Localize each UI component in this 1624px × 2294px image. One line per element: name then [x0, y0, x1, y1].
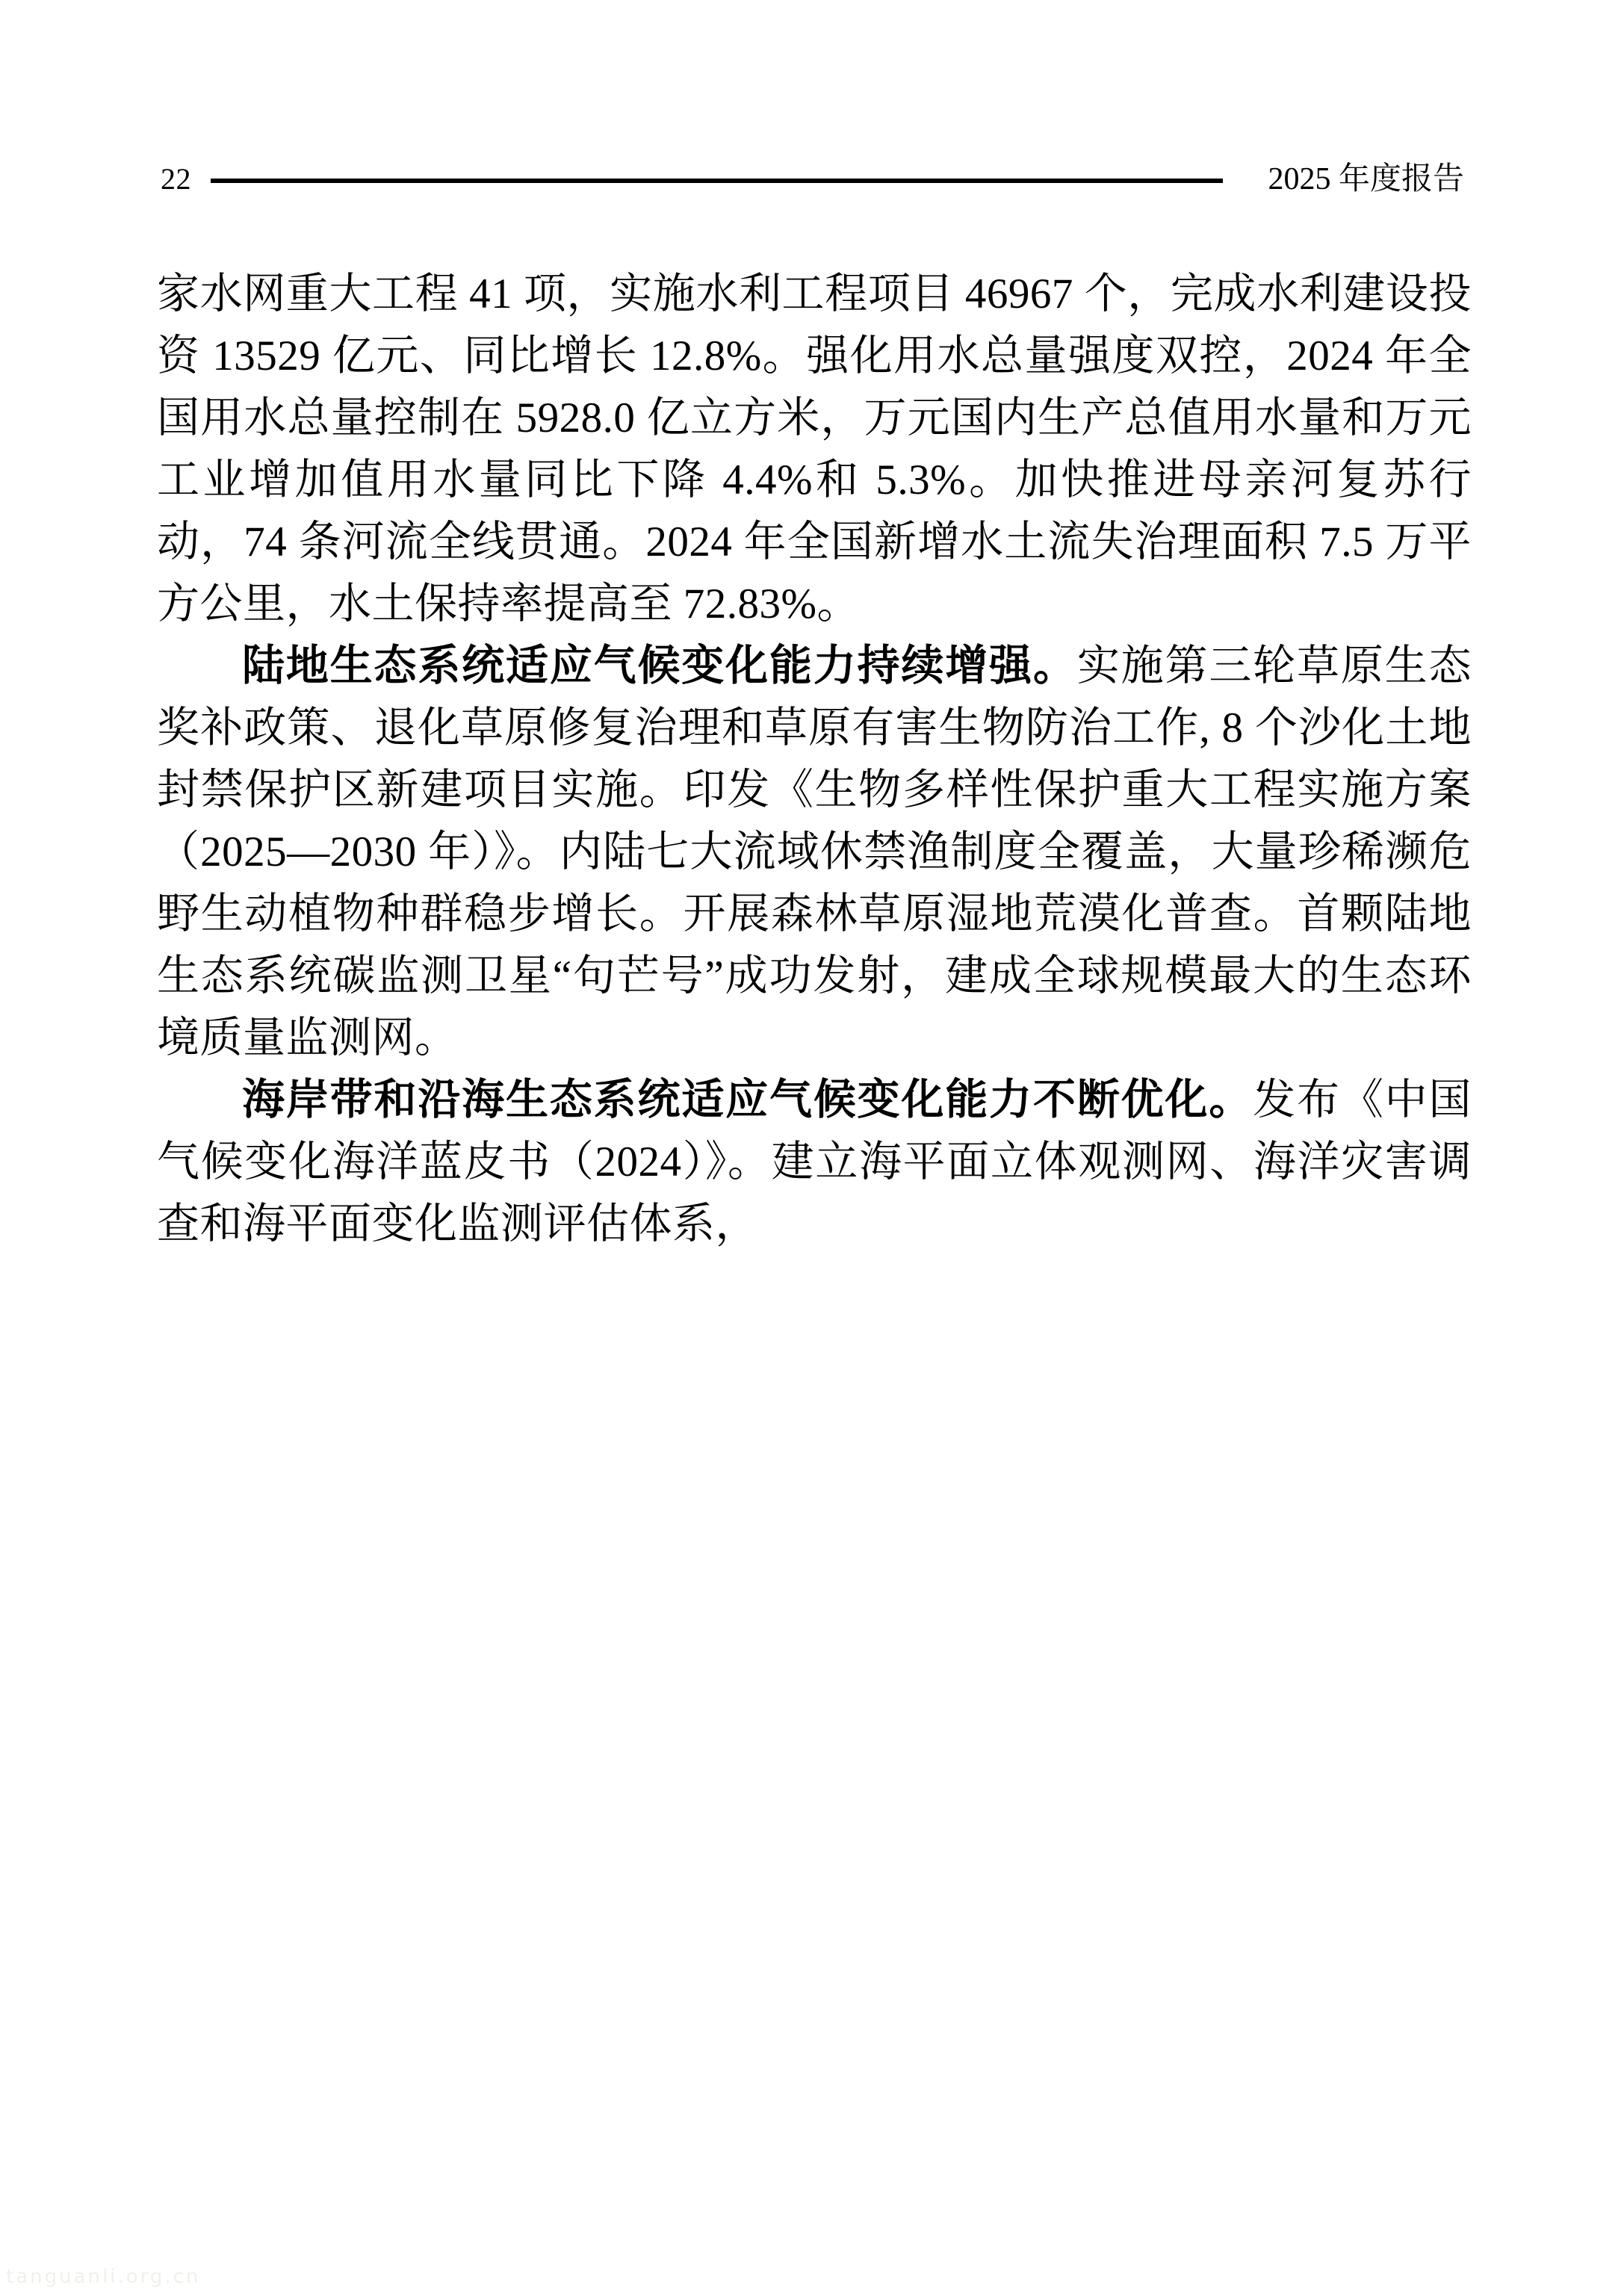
paragraph-text: 家水网重大工程 41 项，实施水利工程项目 46967 个，完成水利建设投资 13529 亿元、同比增长 12.8%。强化用水总量强度双控，2024 年全国用水总量控制在 5928.0 亿立方米，万元国内生产总值用水量和万元工业增加值用水量同比下降 4.4%和 5.3%。加快推进母亲河复苏行动，74 条河流全线贯通。2024 年全国新增水土流失治理面积 7.5 万平方公里，水土保持率提高至 72.83%。: [157, 270, 1472, 627]
running-header: [161, 153, 1464, 205]
paragraph-lead-coastal: 海岸带和沿海生态系统适应气候变化能力不断优化。: [242, 1076, 1253, 1123]
body-text-block: [157, 263, 1472, 1255]
paragraph-text: 实施第三轮草原生态奖补政策、退化草原修复治理和草原有害生物防治工作, 8 个沙化土地封禁保护区新建项目实施。印发《生物多样性保护重大工程实施方案（2025—2030 年）》。内陆七大流域休禁渔制度全覆盖，大量珍稀濒危野生动植物种群稳步增长。开展森林草原湿地荒漠化普查。首颗陆地生态系统碳监测卫星“句芒号”成功发射，建成全球规模最大的生态环境质量监测网。: [157, 642, 1472, 1061]
paragraph-text: 发布《中国气候变化海洋蓝皮书（2024）》。建立海平面立体观测网、海洋灾害调查和海平面变化监测评估体系，: [157, 1076, 1472, 1247]
site-watermark: tanguanli.org.cn: [6, 2266, 201, 2288]
page-number: 22: [161, 162, 191, 196]
paragraph-water-resources: [157, 263, 1472, 635]
header-divider-rule: [211, 179, 1223, 183]
report-title: 2025 年度报告: [1268, 162, 1464, 196]
paragraph-coastal-ecosystem: [157, 1069, 1472, 1255]
paragraph-terrestrial-ecosystem: [157, 635, 1472, 1069]
paragraph-lead-terrestrial: 陆地生态系统适应气候变化能力持续增强。: [242, 642, 1077, 689]
